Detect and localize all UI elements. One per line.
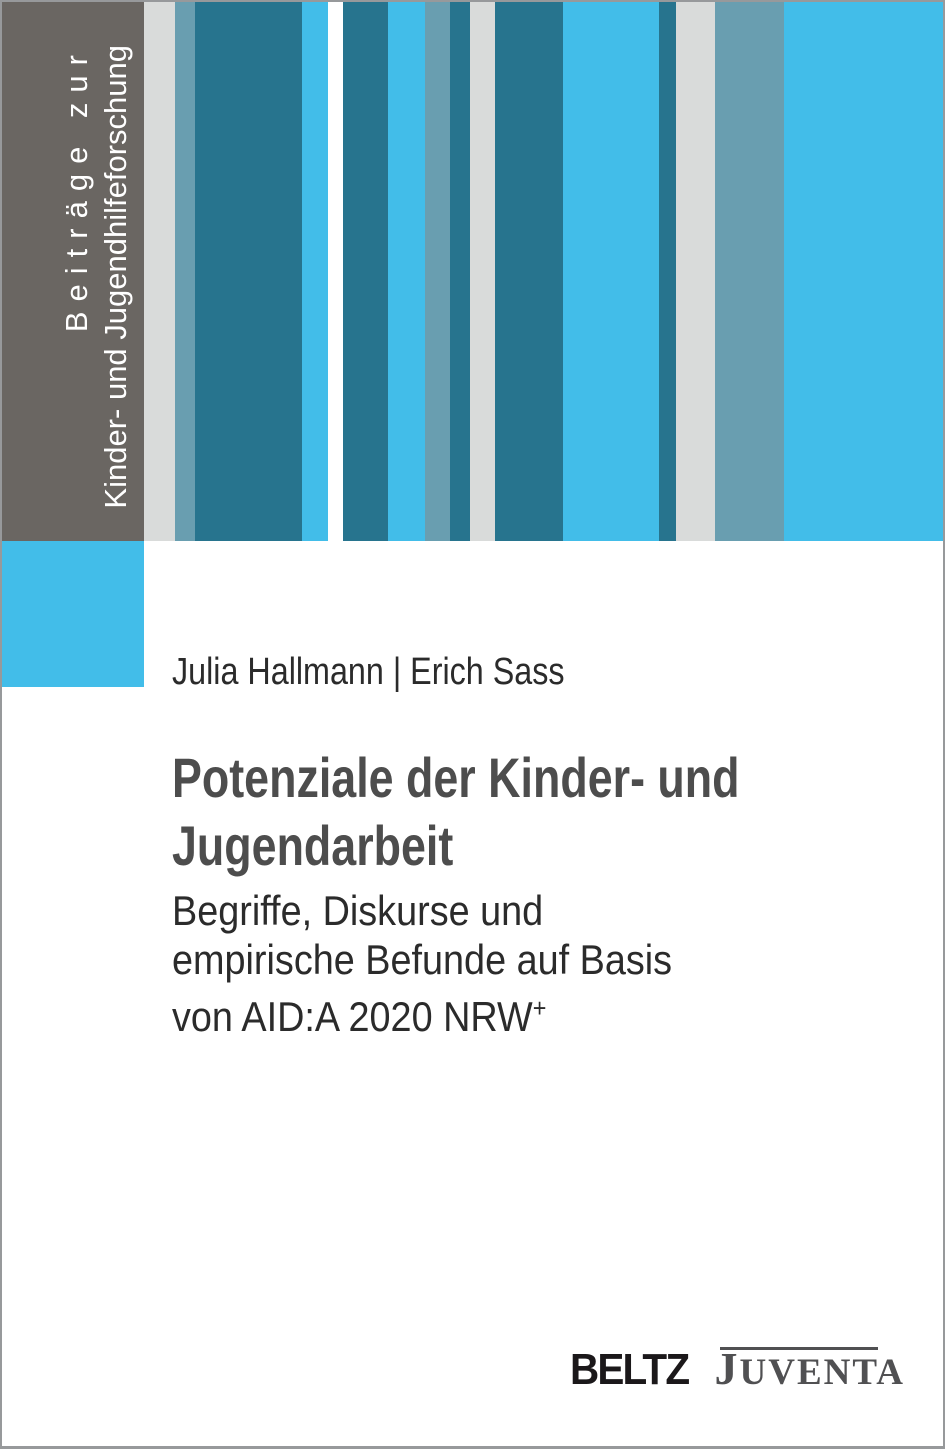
beltz-wordmark: BELTZ [570, 1345, 689, 1394]
cover-stripe [450, 2, 470, 541]
cover-stripe [784, 2, 943, 541]
book-subtitle-line2: empirische Befunde auf Basis [172, 936, 673, 983]
cover-stripe [495, 2, 563, 541]
cover-stripe [470, 2, 495, 541]
series-title-line2: Kinder- und Jugendhilfeforschung [98, 45, 133, 509]
juventa-wordmark: JUVENTA [714, 1343, 905, 1394]
book-subtitle-line1: Begriffe, Diskurse und [172, 887, 544, 934]
book-title-line2: Jugendarbeit [172, 814, 454, 877]
book-title [172, 744, 740, 880]
cover-stripe [715, 2, 784, 541]
cover-stripe [425, 2, 450, 541]
book-subtitle-line3 [172, 984, 672, 1041]
book-title-line1: Potenziale der Kinder- und [172, 746, 740, 809]
cover-stripe [343, 2, 388, 541]
subtitle-superscript-plus: + [532, 993, 547, 1023]
cover-stripes-band [144, 2, 943, 541]
cover-stripe [328, 2, 343, 541]
accent-square [2, 541, 144, 687]
cover-stripe [563, 2, 659, 541]
book-subtitle [172, 886, 672, 1041]
cover-stripe [175, 2, 195, 541]
publisher-logo [570, 1342, 905, 1395]
authors-line: Julia Hallmann | Erich Sass [172, 651, 565, 693]
cover-stripe [659, 2, 676, 541]
cover-stripe [676, 2, 715, 541]
book-subtitle-line3-text: von AID:A 2020 NRW [172, 993, 533, 1040]
cover-stripe [144, 2, 175, 541]
series-title-line1: Beiträge zur [59, 45, 94, 333]
cover-stripe [388, 2, 425, 541]
cover-stripe [302, 2, 328, 541]
cover-stripe [195, 2, 302, 541]
series-title [57, 45, 135, 545]
